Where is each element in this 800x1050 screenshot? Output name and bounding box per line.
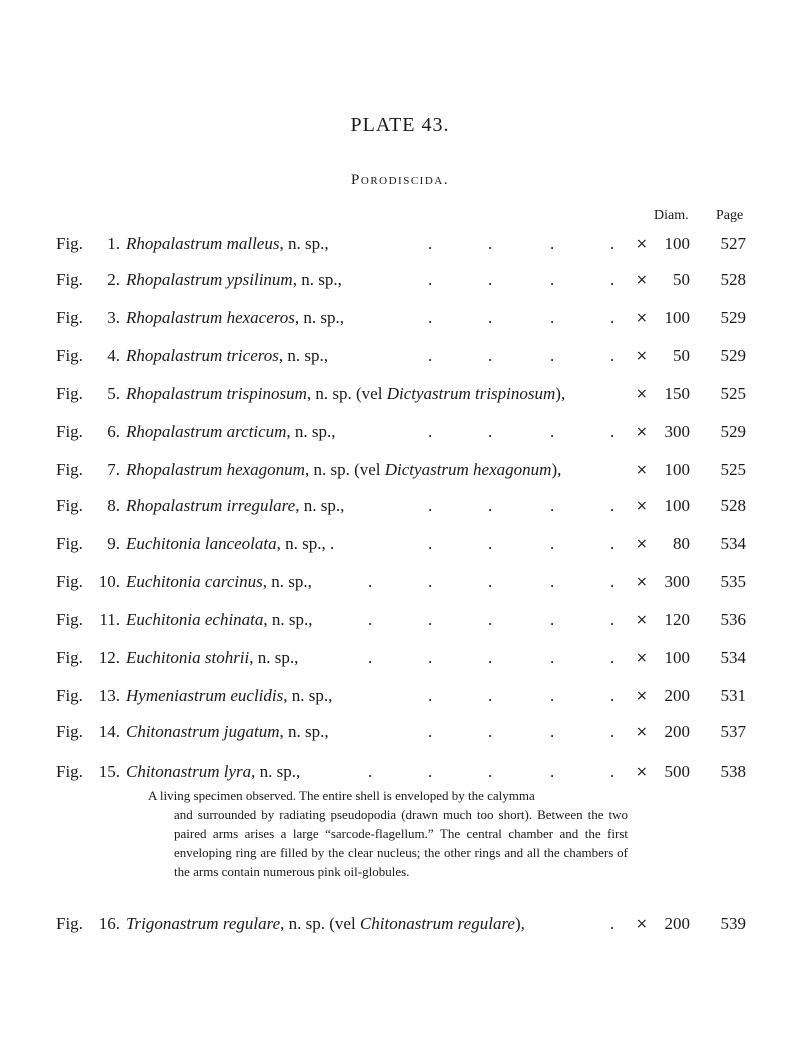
leader-dot: . xyxy=(488,762,493,781)
species-synonym: Dictyastrum hexagonum xyxy=(384,460,552,479)
diameter-value: 200 xyxy=(664,686,690,705)
diameter-value: 100 xyxy=(664,648,690,667)
figure-label: Fig. xyxy=(56,572,83,591)
figure-row xyxy=(0,608,800,632)
species-synonym-tail: ), xyxy=(514,914,525,933)
figure-label: Fig. xyxy=(56,460,83,479)
figure-row xyxy=(0,646,800,670)
species-qualifier: , n. sp., xyxy=(294,308,344,327)
figure-row xyxy=(0,494,800,518)
magnification-sign: × xyxy=(636,688,648,704)
species-description xyxy=(126,382,565,406)
leader-dot: . xyxy=(368,572,373,591)
species-qualifier: , n. sp. (vel xyxy=(304,460,385,479)
page-number: 539 xyxy=(720,914,746,933)
leader-dot: . xyxy=(488,308,493,327)
leader-dot: . xyxy=(550,648,555,667)
page-number: 535 xyxy=(720,572,746,591)
leader-dot: . xyxy=(550,610,555,629)
page-number: 536 xyxy=(720,610,746,629)
species-name: Trigonastrum regulare xyxy=(126,914,281,933)
figure-label: Fig. xyxy=(56,762,83,781)
leader-dot: . xyxy=(488,270,493,289)
leader-dot: . xyxy=(428,308,433,327)
diameter-value: 300 xyxy=(664,422,690,441)
figure-number: 11. xyxy=(99,610,120,629)
leader-dot: . xyxy=(610,270,615,289)
page-number: 528 xyxy=(720,496,746,515)
species-qualifier: , n. sp., xyxy=(278,346,328,365)
figure-number: 10. xyxy=(98,572,120,591)
species-synonym-tail: ), xyxy=(555,384,566,403)
column-header-diam: Diam. xyxy=(654,208,689,223)
species-name: Chitonastrum jugatum xyxy=(126,722,280,741)
diameter-value: 100 xyxy=(664,460,690,479)
page-number: 534 xyxy=(720,648,746,667)
page-number: 525 xyxy=(720,384,746,403)
species-qualifier: , n. sp., xyxy=(292,270,342,289)
species-name: Rhopalastrum arcticum xyxy=(126,422,287,441)
leader-dot: . xyxy=(428,422,433,441)
leader-dot: . xyxy=(610,762,615,781)
species-qualifier: , n. sp., xyxy=(295,496,345,515)
figure-number: 9. xyxy=(107,534,120,553)
leader-dot: . xyxy=(428,534,433,553)
leader-dot: . xyxy=(610,648,615,667)
leader-dot: . xyxy=(488,686,493,705)
magnification-sign: × xyxy=(636,462,648,478)
magnification-sign: × xyxy=(636,498,648,514)
species-qualifier: , n. sp. (vel xyxy=(306,384,387,403)
magnification-sign: × xyxy=(636,348,648,364)
figure-number: 3. xyxy=(107,308,120,327)
diameter-value: 100 xyxy=(664,234,690,253)
leader-dot: . xyxy=(488,496,493,515)
figure-number: 1. xyxy=(107,234,120,253)
page-number: 527 xyxy=(720,234,746,253)
leader-dot: . xyxy=(428,648,433,667)
species-description xyxy=(126,458,561,482)
leader-dot: . xyxy=(428,270,433,289)
species-qualifier: , n. sp., xyxy=(251,762,301,781)
magnification-sign: × xyxy=(636,650,648,666)
leader-dot: . xyxy=(488,572,493,591)
figure-number: 7. xyxy=(107,460,120,479)
species-qualifier: , n. sp., xyxy=(263,610,313,629)
page-number: 529 xyxy=(720,346,746,365)
leader-dot: . xyxy=(428,234,433,253)
leader-dot: . xyxy=(550,422,555,441)
species-qualifier: , n. sp. (vel xyxy=(280,914,360,933)
species-name: Euchitonia lanceolata xyxy=(126,534,277,553)
figure-number: 14. xyxy=(98,722,120,741)
species-name: Rhopalastrum irregulare xyxy=(126,496,296,515)
species-name: Rhopalastrum ypsilinum xyxy=(126,270,293,289)
leader-dot: . xyxy=(610,572,615,591)
leader-dot: . xyxy=(488,610,493,629)
figure-label: Fig. xyxy=(56,270,83,289)
diameter-value: 500 xyxy=(664,762,690,781)
leader-dot: . xyxy=(550,572,555,591)
leader-dot: . xyxy=(368,610,373,629)
section-title: Porodiscida. xyxy=(351,172,449,188)
page-number: 528 xyxy=(720,270,746,289)
figure-15-note xyxy=(148,786,628,881)
figure-row xyxy=(0,532,800,556)
species-name: Rhopalastrum hexaceros xyxy=(126,308,295,327)
figure-number: 12. xyxy=(98,648,120,667)
figure-row xyxy=(0,684,800,708)
column-header-page: Page xyxy=(716,208,744,223)
magnification-sign: × xyxy=(636,310,648,326)
diameter-value: 150 xyxy=(664,384,690,403)
page-number: 537 xyxy=(720,722,746,741)
leader-dot: . xyxy=(488,346,493,365)
leader-dot: . xyxy=(488,648,493,667)
species-qualifier: , n. sp., . xyxy=(276,534,335,553)
figure-label: Fig. xyxy=(56,384,83,403)
species-synonym: Chitonastrum regulare xyxy=(359,914,515,933)
figure-number: 2. xyxy=(107,270,120,289)
page-number: 525 xyxy=(720,460,746,479)
diameter-value: 120 xyxy=(664,610,690,629)
figure-label: Fig. xyxy=(56,686,83,705)
diameter-value: 50 xyxy=(673,346,690,365)
figure-row xyxy=(0,344,800,368)
figure-row xyxy=(0,232,800,256)
leader-dot: . xyxy=(550,686,555,705)
leader-dot: . xyxy=(550,270,555,289)
diameter-value: 200 xyxy=(664,914,690,933)
leader-dot: . xyxy=(550,496,555,515)
figure-row xyxy=(0,570,800,594)
page-number: 534 xyxy=(720,534,746,553)
species-synonym-tail: ), xyxy=(551,460,562,479)
leader-dot: . xyxy=(428,572,433,591)
magnification-sign: × xyxy=(636,574,648,590)
diameter-value: 100 xyxy=(664,308,690,327)
leader-dot: . xyxy=(610,610,615,629)
species-name: Chitonastrum lyra xyxy=(126,762,252,781)
figure-row xyxy=(0,420,800,444)
species-name: Hymeniastrum euclidis xyxy=(126,686,284,705)
leader-dot: . xyxy=(368,648,373,667)
species-name: Euchitonia echinata xyxy=(126,610,264,629)
figure-label: Fig. xyxy=(56,648,83,667)
magnification-sign: × xyxy=(636,764,648,780)
figure-label: Fig. xyxy=(56,534,83,553)
page-number: 529 xyxy=(720,308,746,327)
diameter-value: 50 xyxy=(673,270,690,289)
note-first-line: A living specimen observed. The entire shell is enveloped by the calymma xyxy=(148,788,535,803)
species-name: Euchitonia stohrii xyxy=(126,648,250,667)
leader-dot: . xyxy=(428,346,433,365)
figure-number: 8. xyxy=(107,496,120,515)
leader-dot: . xyxy=(428,762,433,781)
magnification-sign: × xyxy=(636,916,648,932)
figure-label: Fig. xyxy=(56,308,83,327)
species-name: Rhopalastrum malleus xyxy=(126,234,280,253)
figure-label: Fig. xyxy=(56,346,83,365)
magnification-sign: × xyxy=(636,724,648,740)
figure-row xyxy=(0,382,800,406)
figure-number: 4. xyxy=(107,346,120,365)
magnification-sign: × xyxy=(636,272,648,288)
leader-dot: . xyxy=(610,496,615,515)
leader-dot: . xyxy=(550,722,555,741)
figure-number: 6. xyxy=(107,422,120,441)
figure-number: 5. xyxy=(107,384,120,403)
magnification-sign: × xyxy=(636,612,648,628)
species-qualifier: , n. sp., xyxy=(249,648,299,667)
figure-row xyxy=(0,268,800,292)
leader-dot: . xyxy=(610,914,615,933)
leader-dot: . xyxy=(488,722,493,741)
leader-dot: . xyxy=(610,422,615,441)
leader-dot: . xyxy=(550,308,555,327)
species-qualifier: , n. sp., xyxy=(279,722,329,741)
diameter-value: 80 xyxy=(673,534,690,553)
figure-number: 15. xyxy=(98,762,120,781)
diameter-value: 200 xyxy=(664,722,690,741)
leader-dot: . xyxy=(428,686,433,705)
figure-row xyxy=(0,760,800,784)
figure-label: Fig. xyxy=(56,496,83,515)
leader-dot: . xyxy=(368,762,373,781)
species-qualifier: , n. sp., xyxy=(279,234,329,253)
diameter-value: 100 xyxy=(664,496,690,515)
species-name: Euchitonia carcinus xyxy=(126,572,263,591)
species-name: Rhopalastrum trispinosum xyxy=(126,384,307,403)
leader-dot: . xyxy=(488,422,493,441)
figure-row xyxy=(0,458,800,482)
leader-dot: . xyxy=(550,346,555,365)
leader-dot: . xyxy=(550,234,555,253)
species-qualifier: , n. sp., xyxy=(262,572,312,591)
leader-dot: . xyxy=(610,346,615,365)
note-body: and surrounded by radiating pseudopodia (drawn much too short). Between the two paired arms arises a large “sarcode-flagellum.” The central chamber and the first enveloping ring are filled by the clear nucleus; the other rings and all the chambers of the arms contain numerous pink oil-globules. xyxy=(174,807,628,879)
figure-number: 13. xyxy=(98,686,120,705)
page-number: 531 xyxy=(720,686,746,705)
figure-row xyxy=(0,306,800,330)
figure-label: Fig. xyxy=(56,610,83,629)
leader-dot: . xyxy=(428,610,433,629)
leader-dot: . xyxy=(610,686,615,705)
species-synonym: Dictyastrum trispinosum xyxy=(386,384,556,403)
figure-label: Fig. xyxy=(56,422,83,441)
figure-label: Fig. xyxy=(56,914,83,933)
leader-dot: . xyxy=(428,496,433,515)
leader-dot: . xyxy=(610,308,615,327)
leader-dot: . xyxy=(488,234,493,253)
figure-row xyxy=(0,912,800,936)
figure-number: 16. xyxy=(98,914,120,933)
page-number: 538 xyxy=(720,762,746,781)
magnification-sign: × xyxy=(636,424,648,440)
magnification-sign: × xyxy=(636,236,648,252)
leader-dot: . xyxy=(610,534,615,553)
figure-row xyxy=(0,720,800,744)
leader-dot: . xyxy=(550,762,555,781)
figure-label: Fig. xyxy=(56,234,83,253)
species-qualifier: , n. sp., xyxy=(286,422,336,441)
diameter-value: 300 xyxy=(664,572,690,591)
leader-dot: . xyxy=(550,534,555,553)
species-name: Rhopalastrum hexagonum xyxy=(126,460,305,479)
magnification-sign: × xyxy=(636,386,648,402)
species-qualifier: , n. sp., xyxy=(283,686,333,705)
leader-dot: . xyxy=(488,534,493,553)
leader-dot: . xyxy=(610,234,615,253)
figure-label: Fig. xyxy=(56,722,83,741)
leader-dot: . xyxy=(428,722,433,741)
plate-title: PLATE 43. xyxy=(350,114,450,136)
page-number: 529 xyxy=(720,422,746,441)
species-name: Rhopalastrum triceros xyxy=(126,346,279,365)
magnification-sign: × xyxy=(636,536,648,552)
leader-dot: . xyxy=(610,722,615,741)
